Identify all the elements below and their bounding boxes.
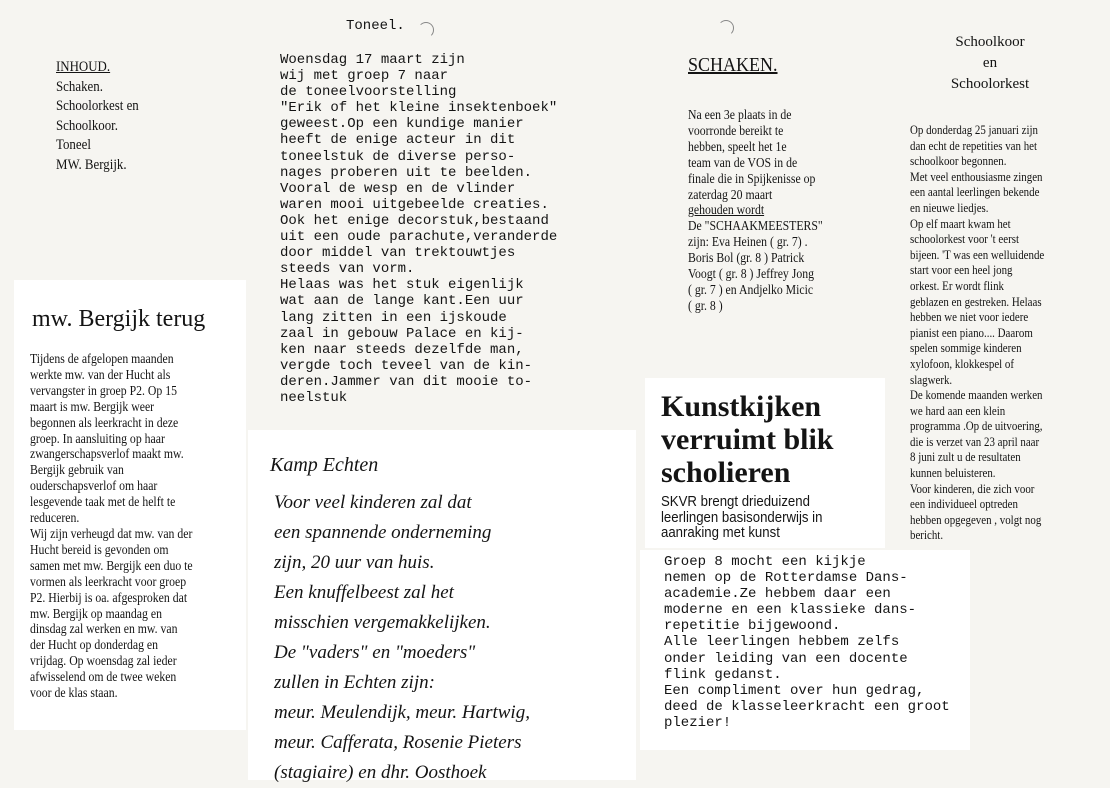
headline-line: scholieren bbox=[661, 456, 791, 489]
headline-line: verruimt blik bbox=[661, 423, 834, 456]
groep8-line: flink gedanst. bbox=[664, 666, 782, 683]
toneel-line: deren.Jammer van dit mooie to- bbox=[280, 373, 533, 390]
schoolkoor-line: Op elf maart kwam het bbox=[910, 215, 1011, 231]
kamp-line: zullen in Echten zijn: bbox=[274, 672, 435, 693]
toneel-line: Woensdag 17 maart zijn bbox=[280, 52, 465, 68]
toneel-line: door middel van trektouwtjes bbox=[280, 245, 516, 262]
schoolkoor-line: spelen sommige kinderen bbox=[910, 340, 1022, 356]
groep8-article bbox=[640, 550, 970, 750]
punch-hole-icon bbox=[718, 20, 734, 36]
schaken-line: Voogt ( gr. 8 ) Jeffrey Jong bbox=[688, 267, 814, 283]
groep8-line: onder leiding van een docente bbox=[664, 650, 908, 667]
schoolkoor-title-line: Schoolorkest bbox=[950, 76, 1030, 92]
schaken-title: SCHAKEN. bbox=[688, 54, 778, 76]
schoolkoor-line: start voor een heel jong bbox=[910, 262, 1013, 278]
schoolkoor-line: Voor kinderen, die zich voor bbox=[910, 480, 1035, 496]
toneel-line: nages proberen uit te beelden. bbox=[280, 164, 533, 181]
kunstkijken-headline bbox=[661, 390, 834, 489]
toneel-line: de toneelvoorstelling bbox=[280, 84, 457, 101]
kamp-line: meur. Meulendijk, meur. Hartwig, bbox=[274, 702, 530, 723]
bergijk-line: vormen als leerkracht voor groep bbox=[30, 574, 187, 590]
schoolkoor-article bbox=[870, 16, 1110, 543]
bergijk-line: vrijdag. Op woensdag zal ieder bbox=[30, 654, 177, 670]
groep8-line: repetitie bijgewoond. bbox=[664, 618, 841, 635]
schoolkoor-title-line: Schoolkoor bbox=[955, 34, 1025, 50]
bergijk-line: voor de klas staan. bbox=[30, 686, 118, 702]
toneel-line: Helaas was het stuk eigenlijk bbox=[280, 277, 524, 294]
bergijk-line: Hucht bereid is gevonden om bbox=[30, 542, 169, 558]
toneel-title: Toneel. bbox=[346, 18, 405, 34]
punch-hole-icon bbox=[418, 22, 434, 38]
bergijk-body bbox=[30, 352, 224, 702]
kunstkijken-clipping bbox=[645, 378, 885, 548]
schaken-line: Boris Bol (gr. 8 ) Patrick bbox=[688, 251, 805, 267]
schaken-line: ( gr. 8 ) bbox=[688, 298, 723, 314]
schoolkoor-line: orkest. Er wordt flink bbox=[910, 277, 1005, 293]
schaken-line: finale die in Spijkenisse op bbox=[688, 171, 816, 187]
inhoud-item: Schoolkoor. bbox=[56, 117, 119, 134]
kamp-line: meur. Cafferata, Rosenie Pieters bbox=[274, 732, 522, 753]
schoolkoor-line: we hard aan een klein bbox=[910, 402, 1006, 418]
inhoud-title: INHOUD. bbox=[56, 59, 111, 75]
bergijk-line: reduceren. bbox=[30, 511, 80, 527]
schoolkoor-line: kunnen beluisteren. bbox=[910, 465, 996, 481]
groep8-line: academie.Ze hebbem daar een bbox=[664, 586, 891, 603]
schoolkoor-line: bericht. bbox=[910, 527, 944, 543]
schaken-line: team van de VOS in de bbox=[688, 155, 798, 171]
bergijk-line: vervangster in groep P2. Op 15 bbox=[30, 383, 177, 399]
schoolkoor-line: geblazen en gestreken. Helaas bbox=[910, 293, 1042, 309]
toneel-article bbox=[270, 14, 615, 419]
kamp-line: Voor veel kinderen zal dat bbox=[274, 492, 472, 513]
kunstkijken-subheadline bbox=[661, 494, 844, 541]
schaken-article bbox=[678, 20, 838, 340]
kamp-line: zijn, 20 uur van huis. bbox=[274, 552, 435, 573]
schaken-line: zijn: Eva Heinen ( gr. 7) . bbox=[688, 235, 808, 251]
toneel-line: zaal in gebouw Palace en kij- bbox=[280, 325, 524, 342]
kamp-line: Een knuffelbeest zal het bbox=[274, 582, 454, 603]
groep8-line: nemen op de Rotterdamse Dans- bbox=[664, 570, 908, 587]
bergijk-title: mw. Bergijk terug bbox=[32, 306, 206, 332]
toneel-line: "Erik of het kleine insektenboek" bbox=[280, 100, 558, 117]
groep8-body bbox=[664, 554, 950, 731]
bergijk-article bbox=[14, 280, 246, 730]
schoolkoor-line: bijeen. 'T was een welluidende bbox=[910, 246, 1045, 262]
schaken-line: hebben, speelt het 1e bbox=[688, 139, 787, 155]
bergijk-line: ouderschapsverlof om haar bbox=[30, 479, 158, 495]
bergijk-line: zwangerschapsverlof maakt mw. bbox=[30, 447, 184, 463]
schaken-line: zaterdag 20 maart bbox=[688, 187, 773, 203]
schoolkoor-line: schoolorkest voor 't eerst bbox=[910, 231, 1020, 247]
schaken-body bbox=[688, 108, 848, 315]
schoolkoor-line: die is verzet van 23 april naar bbox=[910, 433, 1040, 449]
bergijk-line: P2. Hierbij is oa. afgesproken dat bbox=[30, 590, 188, 606]
kamp-line: De "vaders" en "moeders" bbox=[274, 642, 476, 663]
schoolkoor-title-line: en bbox=[982, 55, 998, 71]
toneel-line: neelstuk bbox=[280, 389, 348, 406]
bergijk-line: samen met mw. Bergijk een duo te bbox=[30, 558, 193, 574]
groep8-line: plezier! bbox=[664, 714, 732, 731]
groep8-line: Een compliment over hun gedrag, bbox=[664, 682, 925, 699]
schoolkoor-line: Op donderdag 25 januari zijn bbox=[910, 122, 1038, 137]
inhoud-item: Toneel bbox=[56, 137, 91, 153]
toneel-line: toneelstuk de diverse perso- bbox=[280, 148, 516, 165]
toneel-line: Vooral de wesp en de vlinder bbox=[280, 180, 516, 197]
kamp-line: misschien vergemakkelijken. bbox=[274, 612, 491, 633]
toneel-line: vergde toch teveel van de kin- bbox=[280, 357, 533, 374]
bergijk-line: der Hucht op donderdag en bbox=[30, 638, 159, 654]
bergijk-line: Tijdens de afgelopen maanden bbox=[30, 352, 174, 367]
kamp-line: een spannende onderneming bbox=[274, 522, 492, 543]
bergijk-line: Wij zijn verheugd dat mw. van der bbox=[30, 526, 193, 542]
bergijk-line: werkte mw. van der Hucht als bbox=[30, 367, 171, 383]
groep8-line: Groep 8 mocht een kijkje bbox=[664, 554, 866, 570]
schaken-line: voorronde bereikt te bbox=[688, 123, 784, 139]
toneel-line: Ook het enige decorstuk,bestaand bbox=[280, 212, 549, 229]
schoolkoor-line: en nieuwe liedjes. bbox=[910, 199, 989, 215]
groep8-line: Alle leerlingen hebbem zelfs bbox=[664, 634, 900, 651]
bergijk-line: mw. Bergijk op maandag en bbox=[30, 606, 162, 622]
toneel-line: heeft de enige acteur in dit bbox=[280, 132, 516, 149]
inhoud-item: Schaken. bbox=[56, 78, 103, 95]
toneel-line: waren mooi uitgebeelde creaties. bbox=[280, 196, 549, 213]
schoolkoor-line: hebben opgegeven , volgt nog bbox=[910, 511, 1042, 527]
schoolkoor-line: xylofoon, klokkespel of bbox=[910, 355, 1015, 371]
kamp-body bbox=[274, 488, 530, 788]
schaken-line: gehouden wordt bbox=[688, 203, 765, 219]
bergijk-line: maart is mw. Bergijk weer bbox=[30, 399, 155, 415]
schoolkoor-line: een individueel optreden bbox=[910, 496, 1018, 512]
toneel-line: lang zitten in een ijskoude bbox=[280, 309, 507, 326]
schoolkoor-line: pianist een piano.... Daarom bbox=[910, 324, 1033, 340]
schoolkoor-line: schoolkoor begonnen. bbox=[910, 153, 1007, 169]
schoolkoor-line: dan echt de repetities van het bbox=[910, 137, 1038, 153]
headline-line: Kunstkijken bbox=[661, 390, 822, 423]
schoolkoor-line: 8 juni zult u de resultaten bbox=[910, 449, 1021, 465]
schoolkoor-line: slagwerk. bbox=[910, 371, 953, 387]
toneel-body bbox=[280, 52, 557, 406]
bergijk-line: Bergijk gebruik van bbox=[30, 463, 124, 479]
kamp-line: (stagiaire) en dhr. Oosthoek bbox=[274, 762, 487, 783]
inhoud-item: MW. Bergijk. bbox=[56, 156, 127, 173]
groep8-line: deed de klasseleerkracht een groot bbox=[664, 698, 950, 715]
bergijk-line: begonnen als leerkracht in deze bbox=[30, 415, 179, 431]
bergijk-line: groep. In aansluiting op haar bbox=[30, 431, 165, 447]
inhoud-item: Schoolorkest en bbox=[56, 98, 139, 114]
schoolkoor-line: programma .Op de uitvoering, bbox=[910, 418, 1043, 434]
groep8-line: moderne en een klassieke dans- bbox=[664, 602, 917, 619]
kamp-title: Kamp Echten bbox=[270, 454, 379, 476]
subheadline-line: aanraking met kunst bbox=[661, 524, 780, 541]
schaken-line: Na een 3e plaats in de bbox=[688, 108, 792, 123]
inhoud-section bbox=[56, 58, 206, 188]
bergijk-line: afwisselend om de twee weken bbox=[30, 670, 177, 686]
schoolkoor-line: een aantal leerlingen bekende bbox=[910, 184, 1040, 200]
schoolkoor-line: De komende maanden werken bbox=[910, 387, 1043, 403]
schaken-line: ( gr. 7 ) en Andjelko Micic bbox=[688, 282, 814, 298]
toneel-line: wat aan de lange kant.Een uur bbox=[280, 293, 524, 310]
schaken-line: De "SCHAAKMEESTERS" bbox=[688, 219, 823, 235]
toneel-line: ken naar steeds dezelfde man, bbox=[280, 341, 524, 358]
toneel-line: wij met groep 7 naar bbox=[280, 68, 449, 85]
toneel-line: uit een oude parachute,veranderde bbox=[280, 229, 558, 246]
subheadline-line: SKVR brengt drieduizend bbox=[661, 493, 810, 510]
toneel-line: steeds van vorm. bbox=[280, 261, 415, 278]
bergijk-line: lesgevende taak met de helft te bbox=[30, 495, 176, 511]
schoolkoor-line: Met veel enthousiasme zingen bbox=[910, 168, 1043, 184]
schoolkoor-line: hebben we niet voor iedere bbox=[910, 309, 1029, 325]
schoolkoor-title bbox=[870, 32, 1110, 95]
toneel-line: geweest.Op een kundige manier bbox=[280, 116, 524, 133]
bergijk-line: dinsdag zal werken en mw. van bbox=[30, 622, 178, 638]
schoolkoor-body bbox=[910, 122, 1070, 543]
subheadline-line: leerlingen basisonderwijs in bbox=[661, 508, 823, 526]
kamp-echten-note bbox=[248, 430, 636, 783]
